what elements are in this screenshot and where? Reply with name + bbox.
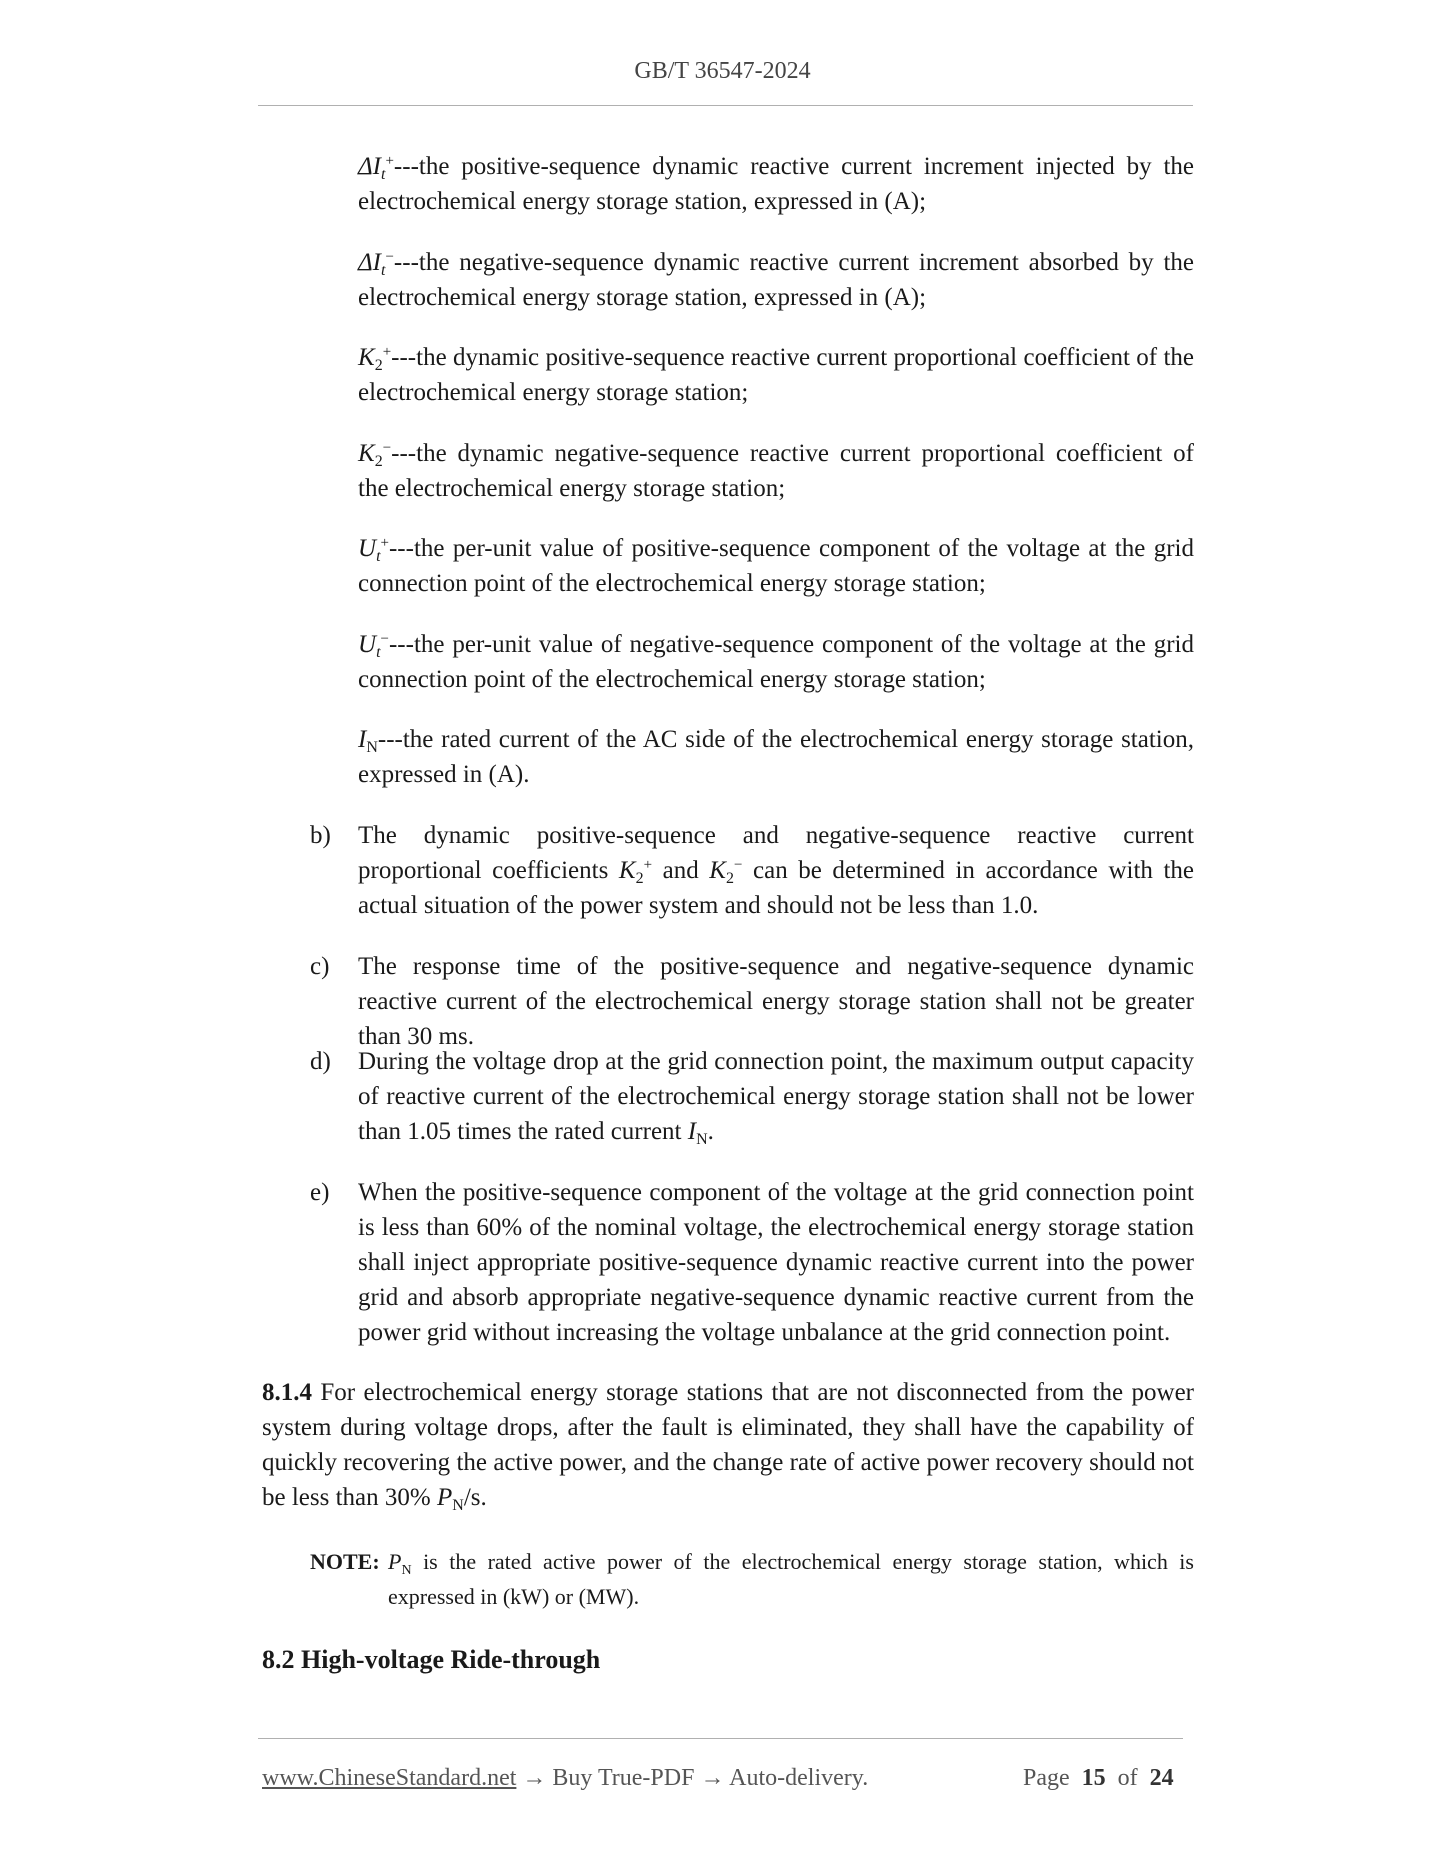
definition-k2-positive: $K_2^+--$-the dynamic positive-sequence reactive current proportional coefficient of the electrochemical energy storage station; — [358, 344, 1194, 406]
list-item-d: During the voltage drop at the grid connection point, the maximum output capacity of reactive current of the electrochemical energy storage station shall not be lower than 1.05 times the rated current $I_N$. — [358, 1048, 1194, 1148]
chinesestandard-link[interactable]: www.ChineseStandard.net — [262, 1765, 517, 1791]
clause-number: 8.1.4 — [262, 1379, 312, 1406]
definition-ut-negative: $U_t^---$-the per-unit value of negative-sequence component of the voltage at the grid connection point of the electrochemical energy storage station; — [358, 631, 1194, 693]
note-text: $P_N$ is the rated active power of the electrochemical energy storage station, which is expressed in (kW) or (MW). — [388, 1549, 1194, 1609]
list-item-e: When the positive-sequence component of the voltage at the grid connection point is less than 60% of the nominal voltage, the electrochemical energy storage station shall inject appropriate positive-sequence dynamic reactive current into the power grid and absorb appropriate negative-sequence dynamic reactive current from the power grid without increasing the voltage unbalance at the grid connection point. — [358, 1179, 1194, 1346]
list-label-e: e) — [310, 1179, 330, 1206]
list-label-b: b) — [310, 822, 331, 849]
list-label-d: d) — [310, 1048, 331, 1075]
buy-true-pdf-text: Buy True-PDF — [552, 1765, 695, 1791]
list-item-c: The response time of the positive-sequence and negative-sequence dynamic reactive current of the electrochemical energy storage station shall not be greater than 30 ms. — [358, 953, 1194, 1050]
header-divider — [258, 105, 1193, 106]
auto-delivery-text: Auto-delivery. — [729, 1765, 869, 1791]
list-item-b: The dynamic positive-sequence and negative-sequence reactive current proportional coefficients $K_2^+$ and $K_2^-$ can be determined in accordance with the actual situation of the power system and should not be less than 1.0. — [358, 822, 1195, 919]
page-indicator: Page 15 of 24 — [1023, 1765, 1174, 1791]
definition-delta-i-positive: $\Delta I_t^+--$-the positive-sequence dynamic reactive current increment injected by the electrochemical energy storage station, expressed in (A); — [358, 153, 1194, 215]
definition-ut-positive: $U_t^+--$-the per-unit value of positive-sequence component of the voltage at the grid connection point of the electrochemical energy storage station; — [358, 535, 1194, 597]
clause-8-1-4: 8.1.4 For electrochemical energy storage stations that are not disconnected from the power system during voltage drops, after the fault is eliminated, they shall have the capability of quickly recovering the active power, and the change rate of active power recovery should not be less than 30% $P_N/s$. — [262, 1379, 1194, 1514]
definition-delta-i-negative: $\Delta I_t^---$-the negative-sequence dynamic reactive current increment absorbed by the electrochemical energy storage station, expressed in (A); — [358, 249, 1194, 311]
definition-k2-negative: $K_2^---$-the dynamic negative-sequence reactive current proportional coefficient of the electrochemical energy storage station; — [358, 440, 1194, 502]
document-code-header: GB/T 36547-2024 — [634, 58, 811, 84]
list-label-c: c) — [310, 953, 330, 980]
total-pages-number: 24 — [1149, 1765, 1174, 1791]
section-heading-8-2: 8.2 High-voltage Ride-through — [262, 1645, 601, 1674]
footer-promo: www.ChineseStandard.net → Buy True-PDF → Auto-delivery. — [262, 1765, 869, 1791]
current-page-number: 15 — [1081, 1765, 1106, 1791]
note-label: NOTE: — [310, 1549, 380, 1574]
definition-in: $I_N--$-the rated current of the AC side of the electrochemical energy storage station, expressed in (A). — [358, 726, 1194, 788]
footer-divider — [258, 1738, 1183, 1739]
